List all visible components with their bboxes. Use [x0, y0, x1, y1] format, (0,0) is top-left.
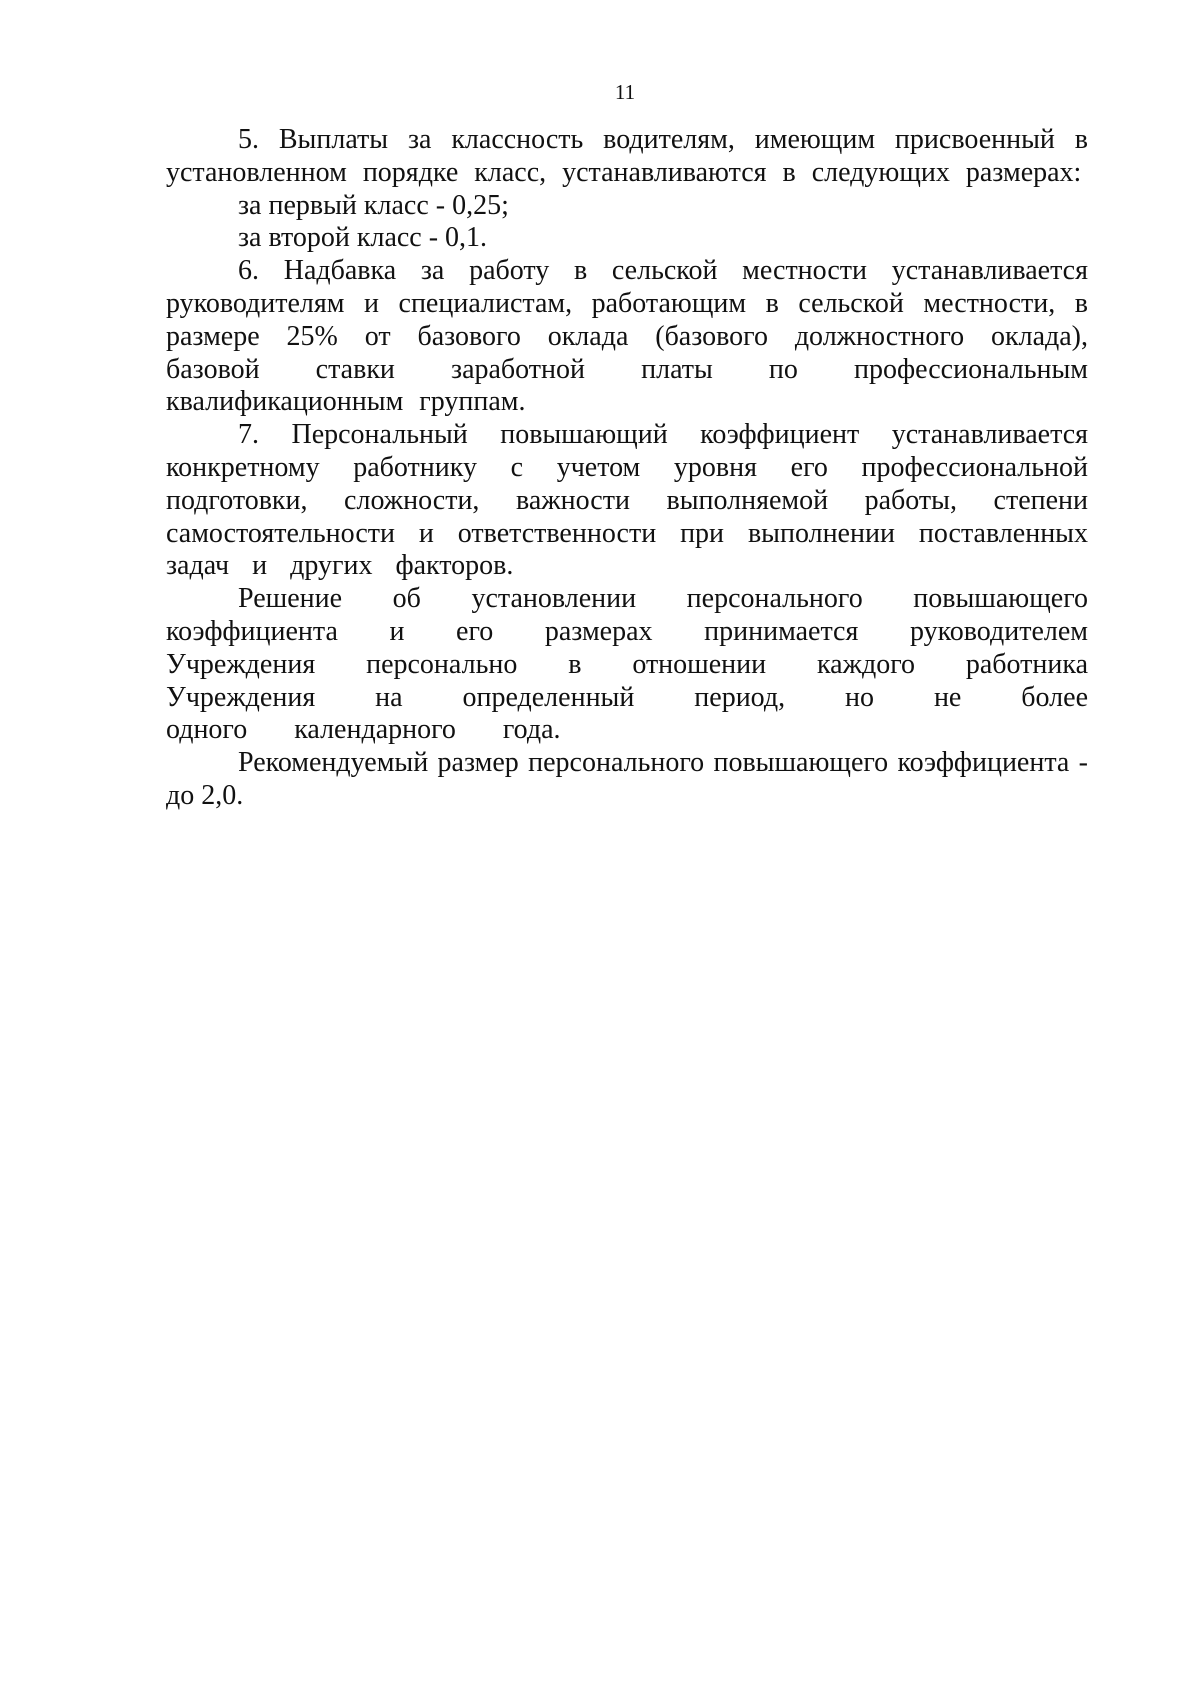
paragraph-7-decision: Решение об установлении персонального повышающего коэффициента и его размерах принимается руководителем Учреждения персонально в отношении каждого работника Учреждения на определенный период, но не более одного календарного года.	[166, 583, 1088, 746]
paragraph-7-recommended: Рекомендуемый размер персонального повышающего коэффициента - до 2,0.	[166, 747, 1088, 811]
paragraph-5-second-class: за второй класс - 0,1.	[238, 222, 488, 254]
paragraph-5-first-class: за первый класс - 0,25;	[238, 189, 509, 221]
paragraph-6: 6. Надбавка за работу в сельской местности устанавливается руководителям и специалистам, работающим в сельской местности, в размере 25% от базового оклада (базового должностного оклада), базовой ставки заработной платы по профессиональным квалификационным группам.	[166, 255, 1088, 418]
paragraph-7: 7. Персональный повышающий коэффициент устанавливается конкретному работнику с учетом уровня его профессиональной подготовки, сложности, важности выполняемой работы, степени самостоятельности и ответственности при выполнении поставленных задач и других факторов.	[166, 419, 1088, 582]
document-body	[166, 124, 1088, 813]
page-number: 11	[614, 80, 636, 104]
paragraph-5: 5. Выплаты за классность водителям, имеющим присвоенный в установленном порядке класс, устанавливаются в следующих размерах:	[166, 124, 1088, 188]
